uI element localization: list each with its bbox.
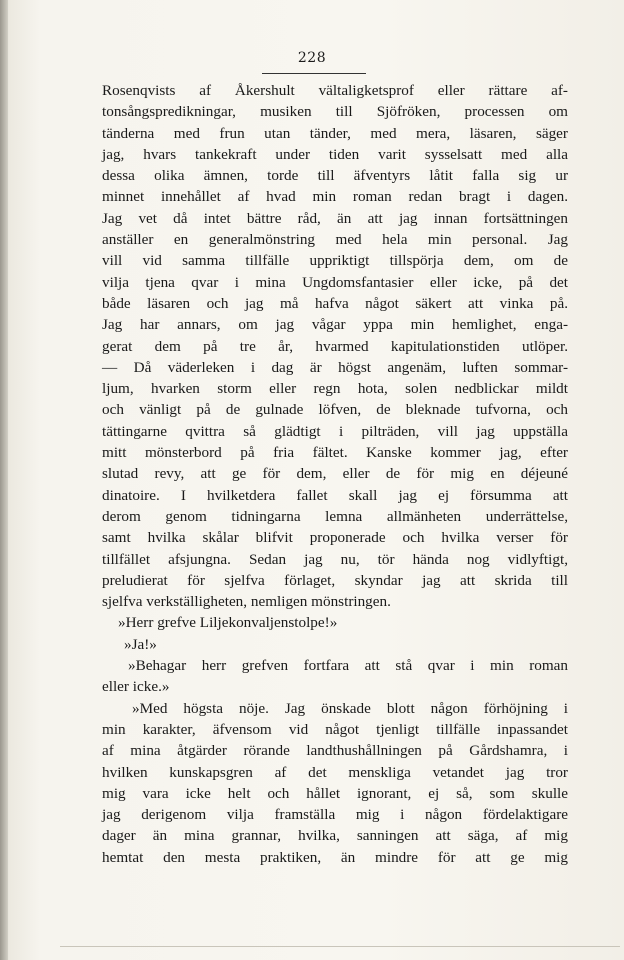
text-line: minnet innehållet af hvad min roman redan bragt i dagen.	[102, 188, 568, 206]
text-line: anställer en generalmönstring med hela min personal. Jag	[102, 231, 568, 249]
text-line: hvilken kunskapsgren af det menskliga vetandet jag tror	[102, 763, 568, 781]
text-line: mitt mönsterbord på fria fältet. Kanske kommer jag, efter	[102, 444, 568, 462]
text-line: ljum, hvarken storm eller regn hota, solen nedblickar mildt	[102, 380, 568, 398]
text-line: eller icke.»	[102, 678, 170, 696]
text-line: tättingarne qvittra så glädtigt i pilträden, vill jag uppställa	[102, 422, 568, 440]
text-line: af mina åtgärder rörande landthushållningen på Gårdshamra, i	[102, 742, 568, 760]
text-line: tonsångspredikningar, musiken till Sjöfröken, processen om	[102, 103, 568, 121]
text-line: mig vara icke helt och hållet ignorant, ej så, som skulle	[102, 784, 568, 802]
text-line: vilja tjena qvar i mina Ungdomsfantasier eller icke, på det	[102, 273, 568, 291]
text-line: dinatoire. I hvilketdera fallet skall jag ej försumma att	[102, 486, 568, 504]
text-line: tänderna med frun utan tänder, med mera, läsaren, säger	[102, 124, 568, 142]
text-line: jag derigenom vilja framställa mig i någon fördelaktigare	[102, 806, 568, 824]
text-line: hemtat den mesta praktiken, än mindre för att ge mig	[102, 848, 568, 866]
text-line: derom genom tidningarna lemna allmänheten underrättelse,	[102, 507, 568, 525]
body-text	[102, 80, 568, 868]
text-line: Jag har annars, om jag vågar yppa min hemlighet, enga-	[102, 316, 568, 334]
text-line: samt hvilka skålar blifvit proponerade och hvilka verser för	[102, 529, 568, 547]
page-number: 228	[297, 50, 327, 66]
text-line: sjelfva verkställigheten, nemligen mönstringen.	[102, 593, 391, 611]
text-line: — Då väderleken i dag är högst angenäm, luften sommar-	[102, 358, 568, 376]
dialogue-line: »Herr grefve Liljekonvaljenstolpe!»	[118, 614, 338, 632]
page-bottom-edge	[60, 946, 620, 947]
text-line: Jag vet då intet bättre råd, än att jag innan fortsättningen	[102, 209, 568, 227]
text-line: preludierat för sjelfva förlaget, skyndar jag att skrida till	[102, 571, 568, 589]
text-line: tillfället afsjungna. Sedan jag nu, tör hända nog vidlyftigt,	[102, 550, 568, 568]
text-line: dager än mina grannar, hvilka, sanningen att säga, af mig	[102, 827, 568, 845]
text-line: och vänligt på de gulnade löfven, de bleknade tufvorna, och	[102, 401, 568, 419]
text-line: både läsaren och jag må hafva något säkert att vinka på.	[102, 294, 568, 312]
dialogue-line: »Behagar herr grefven fortfara att stå qvar i min roman	[128, 657, 568, 675]
text-line: slutad revy, att ge för dem, eller de för mig en déjeuné	[102, 465, 568, 483]
dialogue-line: »Ja!»	[124, 635, 157, 653]
text-line: gerat dem på tre år, hvarmed kapitulationstiden utlöper.	[102, 337, 568, 355]
text-line: vill vid samma tillfälle uppriktigt tillspörja dem, om de	[102, 252, 568, 270]
page-number-rule	[262, 73, 366, 74]
dialogue-line: »Med högsta nöje. Jag önskade blott någon förhöjning i	[132, 699, 568, 717]
text-line: dessa olika ämnen, torde till äfventyrs låtit falla sig ur	[102, 167, 568, 185]
text-line: Rosenqvists af Åkershult vältaligketsprof eller rättare af-	[102, 82, 568, 99]
text-line: jag, hvars tankekraft under tiden varit sysselsatt med alla	[102, 145, 568, 163]
text-line: min karakter, äfvensom vid något tjenligt tillfälle inpassandet	[102, 720, 568, 738]
book-spine-shadow	[0, 0, 8, 960]
